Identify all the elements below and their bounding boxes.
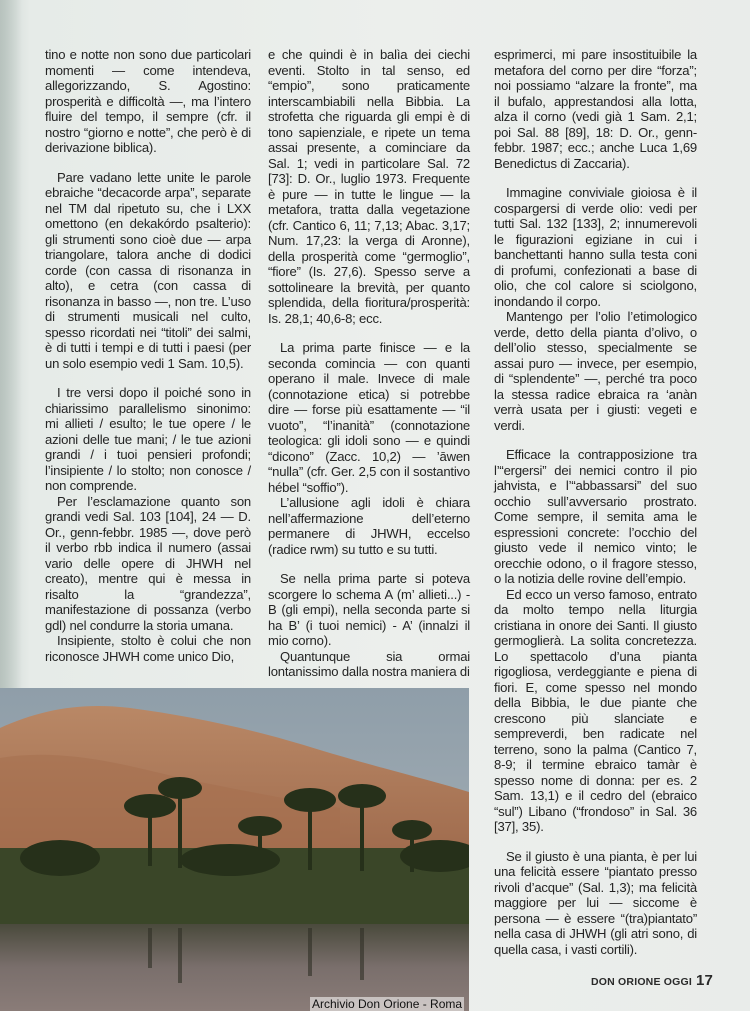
paragraph: L’allusione agli idoli è chiara nell’affermazione dell’eterno permanere di JHWH, eccelso (radice rwm) su tutto e su tutti.: [268, 495, 470, 557]
text-column-3: [494, 47, 697, 957]
paragraph: Quantunque sia ormai lontanissimo dalla nostra maniera di: [268, 648, 470, 679]
landscape-photo: [0, 688, 469, 1011]
paragraph: Se il giusto è una pianta, è per lui una felicità essere “piantato presso rivoli d’acque” (Sal. 1,3); ma felicità maggiore per lui — siccome è persona — è essere “(tra)piantato” nella casa di JHWH (gli atri sono, di quella casa, i vasti cortili).: [494, 848, 697, 957]
paragraph: Efficace la contrapposizione tra l’“ergersi” dei nemici contro il pio jahvista, e l’“abbassarsi” del suo occhio sull’avversario prostrato. Come sempre, il semita ama le espressioni concrete: l’occhio del giusto vede il nemico vinto; le orecchie odono, o il fragore stesso, o la notizia delle rovine dell’empio.: [494, 447, 697, 586]
paragraph: La prima parte finisce — e la seconda comincia — con quanti operano il male. Invece di male (connotazione etica) si potrebbe dire — forse più esattamente — “il vuoto”, “l’inanità” (connotazione teologica: gli idoli sono — e quindi “dicono” (Zacc. 10,2) — ’āwen “nulla” (cfr. Ger. 2,5 con il sostantivo hébel “soffio”).: [268, 340, 470, 495]
page-number: 17: [696, 972, 714, 989]
page-footer: [591, 972, 713, 989]
palm-landscape-illustration: [0, 688, 469, 1011]
paragraph: Insipiente, stolto è colui che non riconosce JHWH come unico Dio,: [45, 633, 251, 664]
archive-watermark: Archivio Don Orione - Roma: [312, 997, 463, 1011]
paragraph: Mantengo per l’olio l’etimologico verde, detto della pianta d’olivo, o dell’olio stesso, specialmente se assai puro — invece, per esempio, di “splendente” —, perché tra poco la stessa radice ebraica ra ‘anàn verrà usata per i giusti: vegeti e verdi.: [494, 309, 697, 433]
paragraph: Per l’esclamazione quanto son grandi vedi Sal. 103 [104], 24 — D. Or., genn-febbr. 1985 —, dove però il verbo rbb indica il numero (assai vario delle opere di JHWH nel creato), mentre qui è messa in risalto la “grandezza”, manifestazione di possanza (verbo gdl) nel condurre la storia umana.: [45, 493, 251, 633]
paragraph: Ed ecco un verso famoso, entrato da molto tempo nella liturgia cristiana in onore dei Santi. Il giusto germoglierà. La solita concretezza. Lo spettacolo d’una pianta rigogliosa, verdeggiante e piena di fiori. E, come spesso nel mondo della Bibbia, le due piante che crescono più slanciate e sempreverdi, ben radicate nel terreno, sono la palma (Cantico 7, 8-9; il termine ebraico tamàr è spesso nome di donna: per es. 2 Sam. 13,1) e il cedro del (ebraico “sul”) Libano (“frondoso” in Sal. 36 [37], 35).: [494, 586, 697, 834]
paragraph: Se nella prima parte si poteva scorgere lo schema A (m’ allieti...) - B (gli empi), nella seconda parte si ha B’ (i tuoi nemici) - A’ (innalzi il mio corno).: [268, 571, 470, 648]
magazine-name: DON ORIONE OGGI: [591, 976, 693, 988]
text-column-2: [268, 47, 470, 680]
paragraph: Pare vadano lette unite le parole ebraiche “decacorde arpa”, separate nel TM dal ripetuto su, che i LXX omettono (en dekakórdo psalterio): gli strumenti sono cioè due — arpa triangolare, talora anche di dodici corde (con cassa di risonanza in alto), e cetra (con cassa di risonanza in basso —, non tre. L’uso di strumenti musicali nel culto, spesso ricordati nei “titoli” dei salmi, è di tutti i tempi e di tutti i paesi (per un solo esempio vedi 1 Sam. 10,5).: [45, 169, 251, 371]
text-column-1: [45, 47, 251, 664]
paragraph: e che quindi è in balìa dei ciechi eventi. Stolto in tal senso, ed “empio”, sono praticamente interscambiabili nella Bibbia. La strofetta che riguarda gli empi è di tono sapienziale, e ripete un tema assai presente, a cominciare da Sal. 1; vedi in particolare Sal. 72 [73]: D. Or., luglio 1973. Frequente è pure — in tutte le lingue — la metafora, tratta dalla vegetazione (cfr. Cantico 6, 11; 7,13; Abac. 3,17; Num. 17,23: la verga di Aronne), della prosperità come “germoglio”, “fiore” (Is. 27,6). Spesso serve a sottolineare la brevità, per quanto splendida, della fioritura/prosperità: Is. 28,1; 40,6-8; ecc.: [268, 47, 470, 326]
paragraph: tino e notte non sono due particolari momenti — come intendeva, allegorizzando, S. Agostino: prosperità e difficoltà —, ma l’intero fluire del tempo, il sempre (cfr. il nostro “giorno e notte”, che però è di derivazione biblica).: [45, 47, 251, 155]
paragraph: Immagine conviviale gioiosa è il cospargersi di verde olio: vedi per tutti Sal. 132 [133], 2; innumerevoli le figurazioni egiziane in cui i banchettanti hanno sulla testa coni di profumi, confezionati a base di olio, che col calore si sciolgono, inondando il corpo.: [494, 185, 697, 309]
paragraph: esprimerci, mi pare insostituibile la metafora del corno per dire “forza”; noi possiamo “alzare la fronte”, ma il bufalo, apprestandosi alla lotta, alza il corno (vedi già 1 Sam. 2,1; poi Sal. 88 [89], 18: D. Or., genn-febbr. 1987; ecc.; anche Luca 1,69 Benedictus di Zaccaria).: [494, 47, 697, 171]
paragraph: I tre versi dopo il poiché sono in chiarissimo parallelismo sinonimo: mi allieti / esulto; le tue opere / le azioni delle tue mani; / le tue azioni grandi / i tuoi pensieri profondi; l’insipiente / lo stolto; non conosce / non comprende.: [45, 385, 251, 493]
